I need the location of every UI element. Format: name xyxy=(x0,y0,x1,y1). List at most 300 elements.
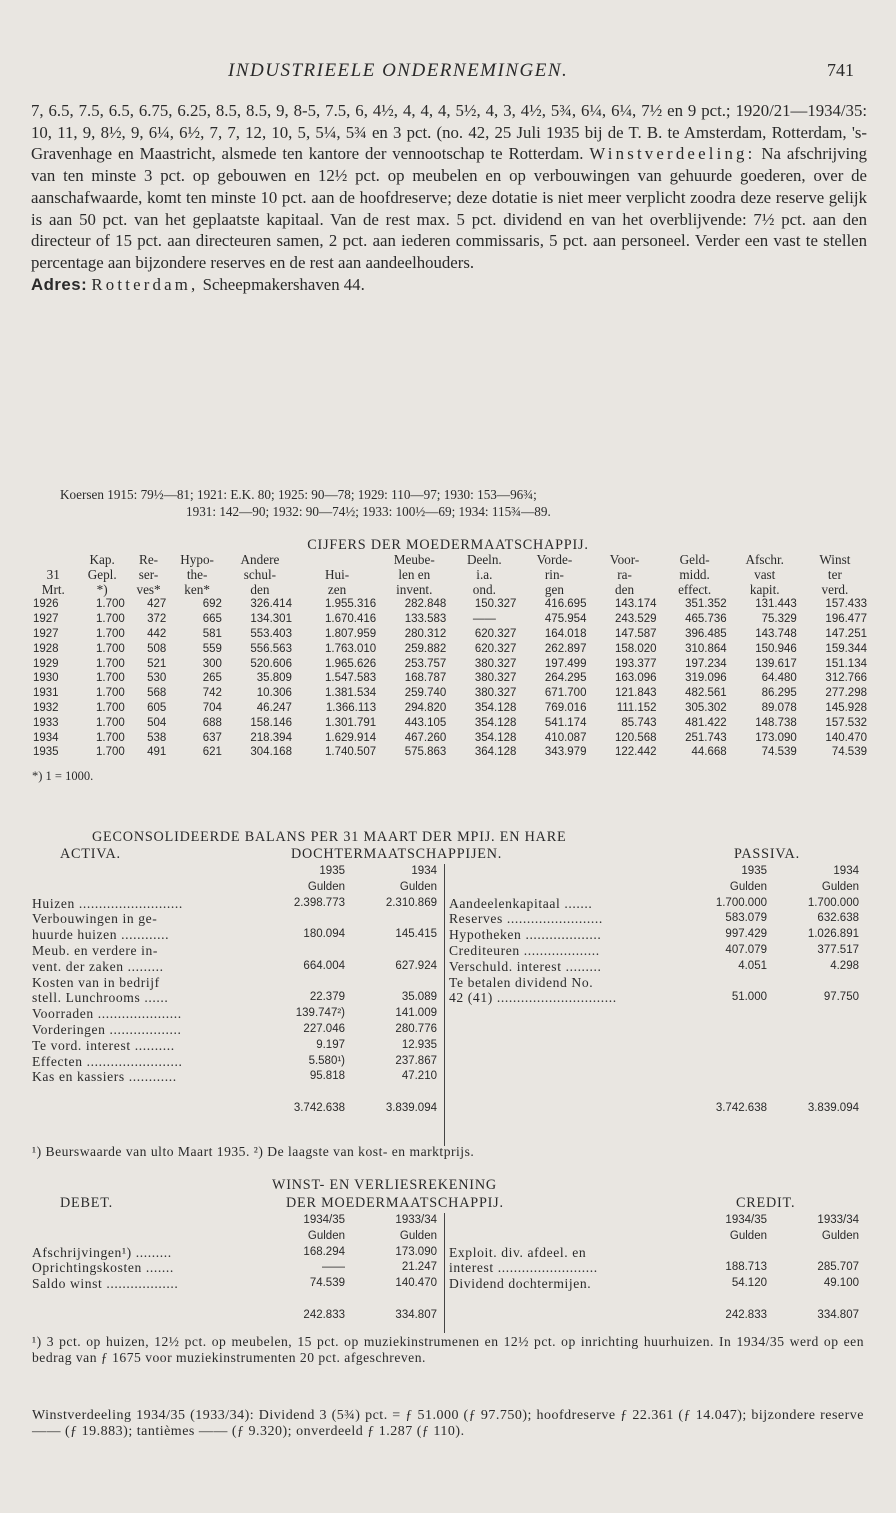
ledger-value: 4.051 xyxy=(738,959,767,972)
cijfers-cell: 416.695 xyxy=(544,598,587,611)
ledger-label: vent. der zaken ......... xyxy=(32,958,164,974)
ledger-value xyxy=(767,1245,859,1261)
ledger-value: 280.776 xyxy=(395,1022,437,1035)
total-value: 3.742.638 xyxy=(715,1101,767,1114)
cijfers-cell: 1931 xyxy=(33,687,59,700)
cijfers-cell: 1.700 xyxy=(96,627,125,640)
ledger-value: 74.539 xyxy=(309,1277,345,1290)
cijfers-cell: 482.561 xyxy=(685,687,727,700)
cijfers-cell: 1929 xyxy=(33,657,59,670)
ledger-value: —— xyxy=(322,1261,345,1274)
ledger-value: 227.046 xyxy=(303,1022,345,1035)
passiva-label: PASSIVA. xyxy=(734,846,800,862)
ledger-value xyxy=(345,975,437,991)
cijfers-cell: 380.327 xyxy=(474,657,517,670)
cijfers-cell: 1926 xyxy=(33,598,59,611)
cijfers-cell: 427 xyxy=(147,598,167,611)
cijfers-cell: 1.301.791 xyxy=(325,716,377,729)
cijfers-row xyxy=(30,745,870,760)
unit-spacer xyxy=(449,880,675,896)
cijfers-cell: 1.381.534 xyxy=(325,687,377,700)
ledger-value: 1.700.000 xyxy=(807,896,859,909)
wv-subtitle: DER MOEDERMAATSCHAPPIJ. xyxy=(286,1195,504,1211)
stock-prices-line-2: 1931: 142—90; 1932: 90—74½; 1933: 100½—69; 1934: 115¾—89. xyxy=(186,504,551,519)
spacer-row xyxy=(449,1085,859,1101)
spacer-cell xyxy=(449,1006,675,1022)
cijfers-header-row xyxy=(30,553,870,568)
year-row xyxy=(449,864,859,880)
total-value: 3.839.094 xyxy=(385,1101,437,1114)
ledger-row xyxy=(32,927,437,943)
ledger-value: 1.700.000 xyxy=(715,896,767,909)
ledger-value: 97.750 xyxy=(823,991,859,1004)
spacer-row xyxy=(449,1292,859,1308)
year-spacer xyxy=(32,1213,257,1229)
cijfers-row xyxy=(30,731,870,746)
ledger-label: Dividend dochtermijen. xyxy=(449,1276,592,1292)
cijfers-cell: 1.700 xyxy=(96,657,125,670)
ledger-value: 1.026.891 xyxy=(807,928,859,941)
spacer-row xyxy=(449,1022,859,1038)
ledger-row xyxy=(449,911,859,927)
cijfers-row xyxy=(30,597,870,612)
total-label xyxy=(32,1101,257,1117)
cijfers-cell: —— xyxy=(472,613,496,626)
ledger-value: 168.294 xyxy=(303,1245,345,1258)
cijfers-cell: 157.433 xyxy=(825,598,867,611)
cijfers-cell: 575.863 xyxy=(404,746,447,759)
cijfers-row xyxy=(30,701,870,716)
cijfers-cell: 351.352 xyxy=(685,598,727,611)
ledger-value: 141.009 xyxy=(395,1007,437,1020)
cijfers-cell: 282.848 xyxy=(404,598,447,611)
ledger-row xyxy=(449,1260,859,1276)
ledger-row xyxy=(32,1054,437,1070)
cijfers-cell: 621 xyxy=(202,746,222,759)
cijfers-cell: 151.134 xyxy=(825,657,867,670)
cijfers-cell: 481.422 xyxy=(685,716,727,729)
cijfers-header-cell: Geld- xyxy=(679,552,710,567)
cijfers-header-cell: Hypo- xyxy=(180,552,214,567)
ledger-value: 139.747²) xyxy=(295,1007,345,1020)
debet-table xyxy=(32,1213,437,1324)
cijfers-header-cell: Mrt. xyxy=(41,581,65,597)
cijfers-note: *) 1 = 1000. xyxy=(32,769,94,783)
cijfers-cell: 1.700 xyxy=(96,746,125,759)
cijfers-header-cell xyxy=(295,553,379,568)
cijfers-cell: 556.563 xyxy=(250,642,292,655)
ledger-label: Hypotheken ................... xyxy=(449,927,602,943)
ledger-label: Huizen .......................... xyxy=(32,895,183,911)
cijfers-cell: 372 xyxy=(147,613,167,626)
cijfers-cell: 410.087 xyxy=(544,731,587,744)
year-cell: 1933/34 xyxy=(817,1214,859,1226)
cijfers-cell: 253.757 xyxy=(404,657,447,670)
ledger-label: stell. Lunchrooms ...... xyxy=(32,990,169,1006)
ledger-value: 22.379 xyxy=(309,991,345,1004)
ledger-value: 51.000 xyxy=(731,991,767,1004)
cijfers-cell: 1.547.583 xyxy=(325,672,377,685)
ledger-label: huurde huizen ............ xyxy=(32,927,170,943)
ledger-row xyxy=(449,975,859,991)
total-value: 3.839.094 xyxy=(807,1101,859,1114)
cijfers-header-cell: ser- xyxy=(138,566,159,582)
cijfers-cell: 671.700 xyxy=(544,687,587,700)
ledger-value: 145.415 xyxy=(395,928,437,941)
cijfers-cell: 193.377 xyxy=(615,657,657,670)
spacer-row xyxy=(449,1054,859,1070)
cijfers-cell: 150.946 xyxy=(755,642,797,655)
cijfers-header-cell: rin- xyxy=(544,566,564,582)
cijfers-header-cell: Winst xyxy=(819,552,851,567)
cijfers-cell: 75.329 xyxy=(761,613,797,626)
cijfers-cell: 158.146 xyxy=(250,716,292,729)
spacer-cell xyxy=(449,1022,675,1038)
ledger-label: Te betalen dividend No. xyxy=(449,974,594,990)
winstverdeeling-text: Na afschrijving van ten minste 3 pct. op gebouwen en 12½ pct. op meubelen en op verbouwingen van gehuurde goederen, over de aanschafwaarde, komt ten minste 10 pct. aan de hoofdreserve; deze dotatie is niet meer verplicht zoodra deze reserve gelijk is aan 50 pct. van het geplaatste kapitaal. Van de rest max. 5 pct. dividend en van het overblijvende: 7½ pct. aan den directeur of 15 pct. aan directeuren samen, 2 pct. aan iederen commissaris, 5 pct. aan personeel. Verder een vast te stellen percentage aan bijzondere reserves en de rest aan aandeelhouders. xyxy=(31,144,867,272)
balans-divider xyxy=(444,864,445,1146)
page-header xyxy=(0,60,896,90)
winstverdeeling-label: Winstverdeeling: xyxy=(589,144,756,164)
cijfers-cell: 10.306 xyxy=(256,687,292,700)
cijfers-cell: 520.606 xyxy=(250,657,292,670)
cijfers-header-cell: den xyxy=(615,581,635,597)
cijfers-cell: 475.954 xyxy=(544,613,587,626)
ledger-value xyxy=(675,1245,767,1261)
cijfers-cell: 1.700 xyxy=(96,613,125,626)
total-value: 242.833 xyxy=(725,1308,767,1321)
cijfers-cell: 35.809 xyxy=(256,672,292,685)
ledger-label: Oprichtingskosten ....... xyxy=(32,1260,174,1276)
cijfers-header-cell: 31 xyxy=(46,566,60,582)
address-street: Scheepmakershaven 44. xyxy=(202,274,365,294)
ledger-row xyxy=(449,943,859,959)
cijfers-cell: 131.443 xyxy=(755,598,797,611)
ledger-value: 12.935 xyxy=(401,1038,437,1051)
cijfers-cell: 173.090 xyxy=(755,731,797,744)
spacer-row xyxy=(32,1085,437,1101)
ledger-label: Vorderingen .................. xyxy=(32,1021,182,1037)
cijfers-cell: 1930 xyxy=(33,672,59,685)
cijfers-header-cell: Voor- xyxy=(609,552,640,567)
spacer-row xyxy=(449,1006,859,1022)
cijfers-cell: 354.128 xyxy=(474,731,517,744)
spacer-row xyxy=(449,1069,859,1085)
cijfers-cell: 1.700 xyxy=(96,672,125,685)
cijfers-cell: 326.414 xyxy=(250,598,292,611)
cijfers-cell: 1.629.914 xyxy=(325,731,377,744)
ledger-value: 2.310.869 xyxy=(385,896,437,909)
unit-spacer xyxy=(32,1229,257,1245)
cijfers-cell: 312.766 xyxy=(825,672,867,685)
cijfers-header-cell: midd. xyxy=(679,566,710,582)
cijfers-cell: 620.327 xyxy=(474,642,517,655)
cijfers-header-cell: len en xyxy=(398,566,431,582)
cijfers-header-cell: den xyxy=(250,581,270,597)
year-cell: 1934/35 xyxy=(303,1214,345,1226)
cijfers-cell: 465.736 xyxy=(685,613,727,626)
cijfers-cell: 1.700 xyxy=(96,716,125,729)
cijfers-header-cell: Meube- xyxy=(393,552,435,567)
cijfers-cell: 467.260 xyxy=(404,731,447,744)
ledger-row xyxy=(32,1022,437,1038)
unit-row xyxy=(32,1229,437,1245)
wv-divider xyxy=(444,1213,445,1333)
cijfers-cell: 145.928 xyxy=(825,701,867,714)
ledger-value xyxy=(345,943,437,959)
cijfers-cell: 148.738 xyxy=(755,716,797,729)
year-spacer xyxy=(449,1213,675,1229)
total-row xyxy=(449,1308,859,1324)
cijfers-row xyxy=(30,612,870,627)
ledger-value xyxy=(345,911,437,927)
activa-body xyxy=(32,864,437,1117)
cijfers-cell: 553.403 xyxy=(250,627,292,640)
cijfers-cell: 147.587 xyxy=(615,627,657,640)
cijfers-header-row xyxy=(30,583,870,598)
wv-title: WINST- EN VERLIESREKENING xyxy=(272,1177,497,1193)
cijfers-cell: 74.539 xyxy=(761,746,797,759)
spacer-cell xyxy=(449,1054,675,1070)
cijfers-cell: 159.344 xyxy=(825,642,867,655)
ledger-value: 21.247 xyxy=(401,1261,437,1274)
ledger-label: Voorraden ..................... xyxy=(32,1006,182,1022)
cijfers-header-cell: Re- xyxy=(139,552,159,567)
cijfers-cell: 259.740 xyxy=(404,687,447,700)
ledger-label: Kosten van in bedrijf xyxy=(32,974,160,990)
unit-cell: Gulden xyxy=(307,1229,345,1242)
year-cell: 1934 xyxy=(833,865,859,877)
cijfers-header-cell: schul- xyxy=(243,566,277,582)
ledger-label: Aandeelenkapitaal ....... xyxy=(449,895,593,911)
ledger-value: 664.004 xyxy=(303,959,345,972)
cijfers-cell: 305.302 xyxy=(685,701,727,714)
credit-table xyxy=(449,1213,859,1324)
cijfers-cell: 196.477 xyxy=(825,613,867,626)
cijfers-header-cell: ond. xyxy=(472,581,496,597)
cijfers-cell: 139.617 xyxy=(755,657,797,670)
cijfers-cell: 264.295 xyxy=(544,672,587,685)
ledger-row xyxy=(32,1260,437,1276)
cijfers-cell: 530 xyxy=(147,672,167,685)
cijfers-row xyxy=(30,716,870,731)
cijfers-cell: 1935 xyxy=(33,746,59,759)
cijfers-cell: 1933 xyxy=(33,716,59,729)
cijfers-cell: 380.327 xyxy=(474,687,517,700)
cijfers-cell: 620.327 xyxy=(474,627,517,640)
cijfers-cell: 1.807.959 xyxy=(325,627,377,640)
cijfers-table xyxy=(30,553,870,760)
cijfers-header-cell: vast xyxy=(754,566,776,582)
ledger-value: 5.580¹) xyxy=(308,1054,345,1067)
cijfers-cell: 742 xyxy=(202,687,222,700)
cijfers-cell: 688 xyxy=(202,716,222,729)
cijfers-cell: 559 xyxy=(202,642,222,655)
ledger-value: 2.398.773 xyxy=(293,896,345,909)
ledger-label: Meub. en verdere in- xyxy=(32,942,158,958)
cijfers-cell: 243.529 xyxy=(615,613,657,626)
year-cell: 1935 xyxy=(741,865,767,877)
ledger-label: Afschrijvingen¹) ......... xyxy=(32,1244,172,1260)
spacer-cell xyxy=(32,1292,257,1308)
unit-cell: Gulden xyxy=(821,1229,859,1242)
cijfers-header-cell: ken* xyxy=(184,581,210,597)
address-city: Rotterdam, xyxy=(91,274,199,294)
cijfers-cell: 1.366.113 xyxy=(325,701,377,714)
cijfers-cell: 89.078 xyxy=(761,701,797,714)
ledger-row xyxy=(32,990,437,1006)
cijfers-cell: 380.327 xyxy=(474,672,517,685)
ledger-label: Verbouwingen in ge- xyxy=(32,911,158,927)
year-row xyxy=(32,864,437,880)
cijfers-cell: 1.700 xyxy=(96,642,125,655)
cijfers-cell: 541.174 xyxy=(544,716,587,729)
cijfers-header-cell: ter xyxy=(827,566,842,582)
cijfers-cell: 140.470 xyxy=(825,731,867,744)
spacer-cell xyxy=(449,1038,675,1054)
paragraph-dividends xyxy=(31,100,867,274)
cijfers-cell: 1932 xyxy=(33,701,59,714)
year-cell: 1934/35 xyxy=(725,1214,767,1226)
ledger-value: 49.100 xyxy=(823,1277,859,1290)
spacer-row xyxy=(449,1038,859,1054)
cijfers-cell: 218.394 xyxy=(250,731,292,744)
address-line xyxy=(31,274,867,296)
credit-label: CREDIT. xyxy=(736,1195,796,1211)
total-value: 242.833 xyxy=(303,1308,345,1321)
cijfers-header-cell: *) xyxy=(96,581,108,597)
ledger-value: 627.924 xyxy=(395,959,437,972)
cijfers-cell: 1927 xyxy=(33,613,59,626)
cijfers-cell: 122.442 xyxy=(615,746,657,759)
cijfers-cell: 133.583 xyxy=(404,613,447,626)
ledger-value xyxy=(257,911,345,927)
year-spacer xyxy=(32,864,257,880)
page-number: 741 xyxy=(827,60,854,80)
year-cell: 1935 xyxy=(319,865,345,877)
ledger-row xyxy=(449,1245,859,1261)
spacer-cell xyxy=(449,1069,675,1085)
cijfers-header-cell: kapit. xyxy=(749,581,780,597)
cijfers-header-cell: verd. xyxy=(821,581,849,597)
cijfers-row xyxy=(30,642,870,657)
cijfers-header-cell: the- xyxy=(186,566,208,582)
cijfers-cell: 538 xyxy=(147,731,167,744)
cijfers-header-cell: gen xyxy=(544,581,564,597)
total-label xyxy=(449,1308,675,1324)
debet-body xyxy=(32,1213,437,1324)
ledger-value: 54.120 xyxy=(731,1277,767,1290)
total-value: 334.807 xyxy=(817,1308,859,1321)
cijfers-cell: 64.480 xyxy=(761,672,797,685)
balans-footnote: ¹) Beurswaarde van ulto Maart 1935. ²) De laagste van kost- en marktprijs. xyxy=(32,1144,475,1159)
cijfers-cell: 262.897 xyxy=(544,642,587,655)
ledger-value: 4.298 xyxy=(830,959,859,972)
running-title: INDUSTRIEELE ONDERNEMINGEN. xyxy=(228,60,569,81)
ledger-row xyxy=(32,1245,437,1261)
unit-cell: Gulden xyxy=(821,880,859,893)
ledger-value: 173.090 xyxy=(395,1245,437,1258)
cijfers-header-cell: Deeln. xyxy=(466,552,502,567)
spacer-row xyxy=(32,1292,437,1308)
ledger-value: 188.713 xyxy=(725,1261,767,1274)
cijfers-cell: 163.096 xyxy=(615,672,657,685)
ledger-value: 583.079 xyxy=(725,912,767,925)
cijfers-cell: 158.020 xyxy=(615,642,657,655)
cijfers-cell: 508 xyxy=(147,642,167,655)
cijfers-cell: 280.312 xyxy=(404,627,447,640)
cijfers-row xyxy=(30,627,870,642)
ledger-row xyxy=(449,990,859,1006)
cijfers-cell: 1.700 xyxy=(96,731,125,744)
cijfers-cell: 442 xyxy=(147,627,167,640)
activa-label: ACTIVA. xyxy=(60,846,121,862)
ledger-label: Effecten ........................ xyxy=(32,1053,183,1069)
cijfers-row xyxy=(30,671,870,686)
cijfers-cell: 134.301 xyxy=(250,613,292,626)
cijfers-header-cell xyxy=(30,553,77,568)
ledger-row xyxy=(32,943,437,959)
stock-prices-line-1: Koersen 1915: 79½—81; 1921: E.K. 80; 1925: 90—78; 1929: 110—97; 1930: 153—96¾; xyxy=(60,487,537,502)
ledger-row xyxy=(32,1276,437,1292)
cijfers-cell: 354.128 xyxy=(474,701,517,714)
cijfers-header-cell: Andere xyxy=(240,552,280,567)
year-cell: 1934 xyxy=(411,865,437,877)
winstverdeeling-summary: Winstverdeeling 1934/35 (1933/34): Dividend 3 (5¾) pct. = ƒ 51.000 (ƒ 97.750); hoofdreserve ƒ 22.361 (ƒ 14.047); bijzondere reserve —— (ƒ 19.883); tantièmes —— (ƒ 9.320); onverdeeld ƒ 1.287 (ƒ 110). xyxy=(32,1408,864,1439)
wv-footnote: ¹) 3 pct. op huizen, 12½ pct. op meubelen, 15 pct. op muziekinstrumenen en 12½ pct. op inrichting huurhuizen. In 1934/35 werd op een bedrag van ƒ 1675 voor muziekinstrumenten 20 pct. afgeschreven. xyxy=(32,1334,864,1365)
ledger-row xyxy=(32,911,437,927)
cijfers-cell: 150.327 xyxy=(474,598,517,611)
cijfers-header-cell: ra- xyxy=(617,566,632,582)
cijfers-header-cell: zen xyxy=(327,581,347,597)
ledger-value: 180.094 xyxy=(303,928,345,941)
address-label: Adres: xyxy=(31,274,88,294)
cijfers-cell: 354.128 xyxy=(474,716,517,729)
year-row xyxy=(32,1213,437,1229)
cijfers-cell: 491 xyxy=(147,746,167,759)
ledger-label: Saldo winst .................. xyxy=(32,1276,179,1292)
cijfers-cell: 277.298 xyxy=(825,687,867,700)
cijfers-header-cell: Kap. xyxy=(89,552,115,567)
cijfers-header-cell: effect. xyxy=(678,581,712,597)
year-cell: 1933/34 xyxy=(395,1214,437,1226)
ledger-value xyxy=(257,943,345,959)
cijfers-cell: 157.532 xyxy=(825,716,867,729)
cijfers-cell: 85.743 xyxy=(621,716,657,729)
ledger-value: 632.638 xyxy=(817,912,859,925)
ledger-row xyxy=(32,975,437,991)
ledger-label: Kas en kassiers ............ xyxy=(32,1069,177,1085)
cijfers-header-cell: i.a. xyxy=(476,566,493,582)
cijfers-cell: 121.843 xyxy=(615,687,657,700)
ledger-label: Crediteuren ................... xyxy=(449,942,600,958)
cijfers-cell: 44.668 xyxy=(691,746,727,759)
ledger-row xyxy=(32,896,437,912)
ledger-value: 377.517 xyxy=(817,943,859,956)
balans-title: GECONSOLIDEERDE BALANS PER 31 MAART DER MPIJ. EN HARE xyxy=(92,829,567,845)
ledger-label: 42 (41) .............................. xyxy=(449,990,617,1006)
total-row xyxy=(449,1101,859,1117)
cijfers-cell: 704 xyxy=(202,701,222,714)
ledger-value: 95.818 xyxy=(309,1070,345,1083)
cijfers-header-cell: Gepl. xyxy=(87,566,117,582)
dividend-history: 7, 6.5, 7.5, 6.5, 6.75, 6.25, 8.5, 8.5, 9, 8-5, 7.5, 6, 4½, 4, 4, 4, 5½, 4, 3, 4½, 5¾, 6¼, 6¼, 7½ en 9 pct.; 1920/21—1934/35: 10, 11, 9, 8½, 9, 6¼, 6½, 7, 7, 12, 10, 5, 5¼, 5¾ en 3 pct. (no. 42, 25 Juli 1935 bij de T. B. te Amsterdam, Rotterdam, 's-Gravenhage en Maastricht, alsmede ten kantore der vennootschap te Rotterdam. xyxy=(31,101,867,164)
cijfers-cell: 120.568 xyxy=(615,731,657,744)
cijfers-row xyxy=(30,686,870,701)
cijfers-cell: 164.018 xyxy=(544,627,587,640)
cijfers-header-cell: Hui- xyxy=(324,566,350,582)
cijfers-cell: 1.670.416 xyxy=(325,613,377,626)
